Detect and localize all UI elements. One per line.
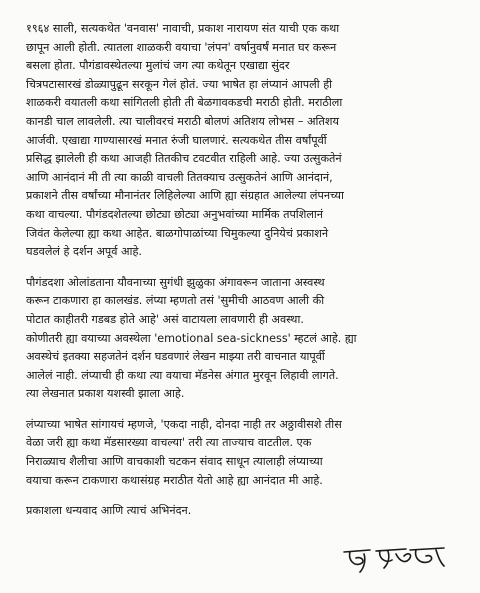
text-line: करून टाकणारा हा कालखंड. लंप्या म्हणतो तसं 'सुमीची आठवण आली की bbox=[26, 294, 325, 308]
paragraph-2 bbox=[26, 274, 458, 404]
text-line: प्रकाशला धन्यवाद आणि त्याचं अभिनंदन. bbox=[26, 504, 192, 518]
text-line: जिवंत केलेल्या ह्या कथा आहेत. बाळगोपाळांच्या चिमुकल्या दुनियेचं प्रकाशने bbox=[26, 226, 329, 240]
text-line: घडवलेलं हे दर्शन अपूर्व आहे. bbox=[26, 245, 142, 259]
text-line: लंप्याच्या भाषेत सांगायचं म्हणजे, 'एकदा नाही, दोनदा नाही तर अठ्ठावीसशे तीस bbox=[26, 417, 342, 431]
paragraph-3 bbox=[26, 416, 458, 490]
text-line: त्या लेखनात प्रकाश यशस्वी झाला आहे. bbox=[26, 387, 185, 401]
text-line: कोणीतरी ह्या वयाच्या अवस्थेला 'emotional sea-sickness' म्हटलं आहे. ह्या bbox=[26, 331, 357, 345]
text-line: शाळकरी वयातली कथा सांगितली होती ती बेळगावकडची मराठी होती. मराठीला bbox=[26, 96, 343, 110]
text-line: छापून आली होती. त्यातला शाळकरी वयाचा 'लंपन' वर्षानुवर्षं मनात घर करून bbox=[26, 40, 337, 54]
text-line: निराळ्याच शैलीचा आणि वाचकाशी चटकन संवाद साधून त्यालाही लंप्याच्या bbox=[26, 455, 323, 469]
text-line: बसला होता. पौगंडावस्थेतल्या मुलांचं जग त्या कथेतून एखाद्या सुंदर bbox=[26, 59, 290, 73]
text-line: १९६४ साली, सत्यकथेत 'वनवास' नावाची, प्रकाश नारायण संत याची एक कथा bbox=[26, 22, 340, 35]
paragraph-4 bbox=[26, 502, 458, 521]
text-line: प्रसिद्ध झालेली ही कथा आजही तितकीच टवटवीत राहिली आहे. ज्या उत्सुकतेनं bbox=[26, 152, 342, 166]
text-line: प्रकाशने तीस वर्षांच्या मौनानंतर लिहिलेल्या आणि ह्या संग्रहात आलेल्या लंपनच्या bbox=[26, 189, 344, 203]
text-line: वयाचा करून टाकणारा कथासंग्रह मराठीत येतो आहे ह्या आनंदात मी आहे. bbox=[26, 473, 323, 487]
text-line: चित्रपटासारखं डोळ्यापुढून सरकून गेलं होतं. ज्या भाषेत हा लंप्यानं आपली ही bbox=[26, 77, 333, 91]
text-line: अवस्थेचं इतक्या सहजतेनं दर्शन घडवणारं लेखन माझ्या तरी वाचनात यापूर्वी bbox=[26, 350, 325, 364]
text-line: वेळा जरी ह्या कथा मॅडसारख्या वाचल्या' तरी त्या ताज्याच वाटतील. एक bbox=[26, 436, 312, 450]
handwritten-signature bbox=[340, 542, 450, 574]
text-line: पौगंडदशा ओलांडताना यौवनाच्या सुगंधी झुळुका अंगावरून जाताना अस्वस्थ bbox=[26, 275, 325, 289]
paragraph-1 bbox=[26, 20, 458, 262]
text-line: कथा वाचल्या. पौगंडदशेतल्या छोट्या छोट्या अनुभवांच्या मार्मिक तपशिलानं bbox=[26, 207, 324, 221]
text-line: आलेलं नाही. लंप्याची ही कथा त्या वयाचा मॅडनेस अंगात मुरवून लिहावी लागते. bbox=[26, 368, 339, 382]
signature-scribble bbox=[340, 542, 450, 574]
text-line: कानडी चाल लावलेली. त्या चालीवरचं मराठी बोलणं अतिशय लोभस – अतिशय bbox=[26, 114, 339, 128]
text-line: आणि आनंदानं मी ती त्या काळी वाचली तितक्याच उत्सुकतेनं आणि आनंदानं, bbox=[26, 170, 333, 184]
text-line: पोटात काहीतरी गडबड होते आहे' असं वाटायला लावणारी ही अवस्था. bbox=[26, 312, 304, 326]
text-line: आर्जवी. एखाद्या गाण्यासारखं मनात रुंजी घालणारं. सत्यकथेत तीस वर्षांपूर्वी bbox=[26, 133, 327, 147]
